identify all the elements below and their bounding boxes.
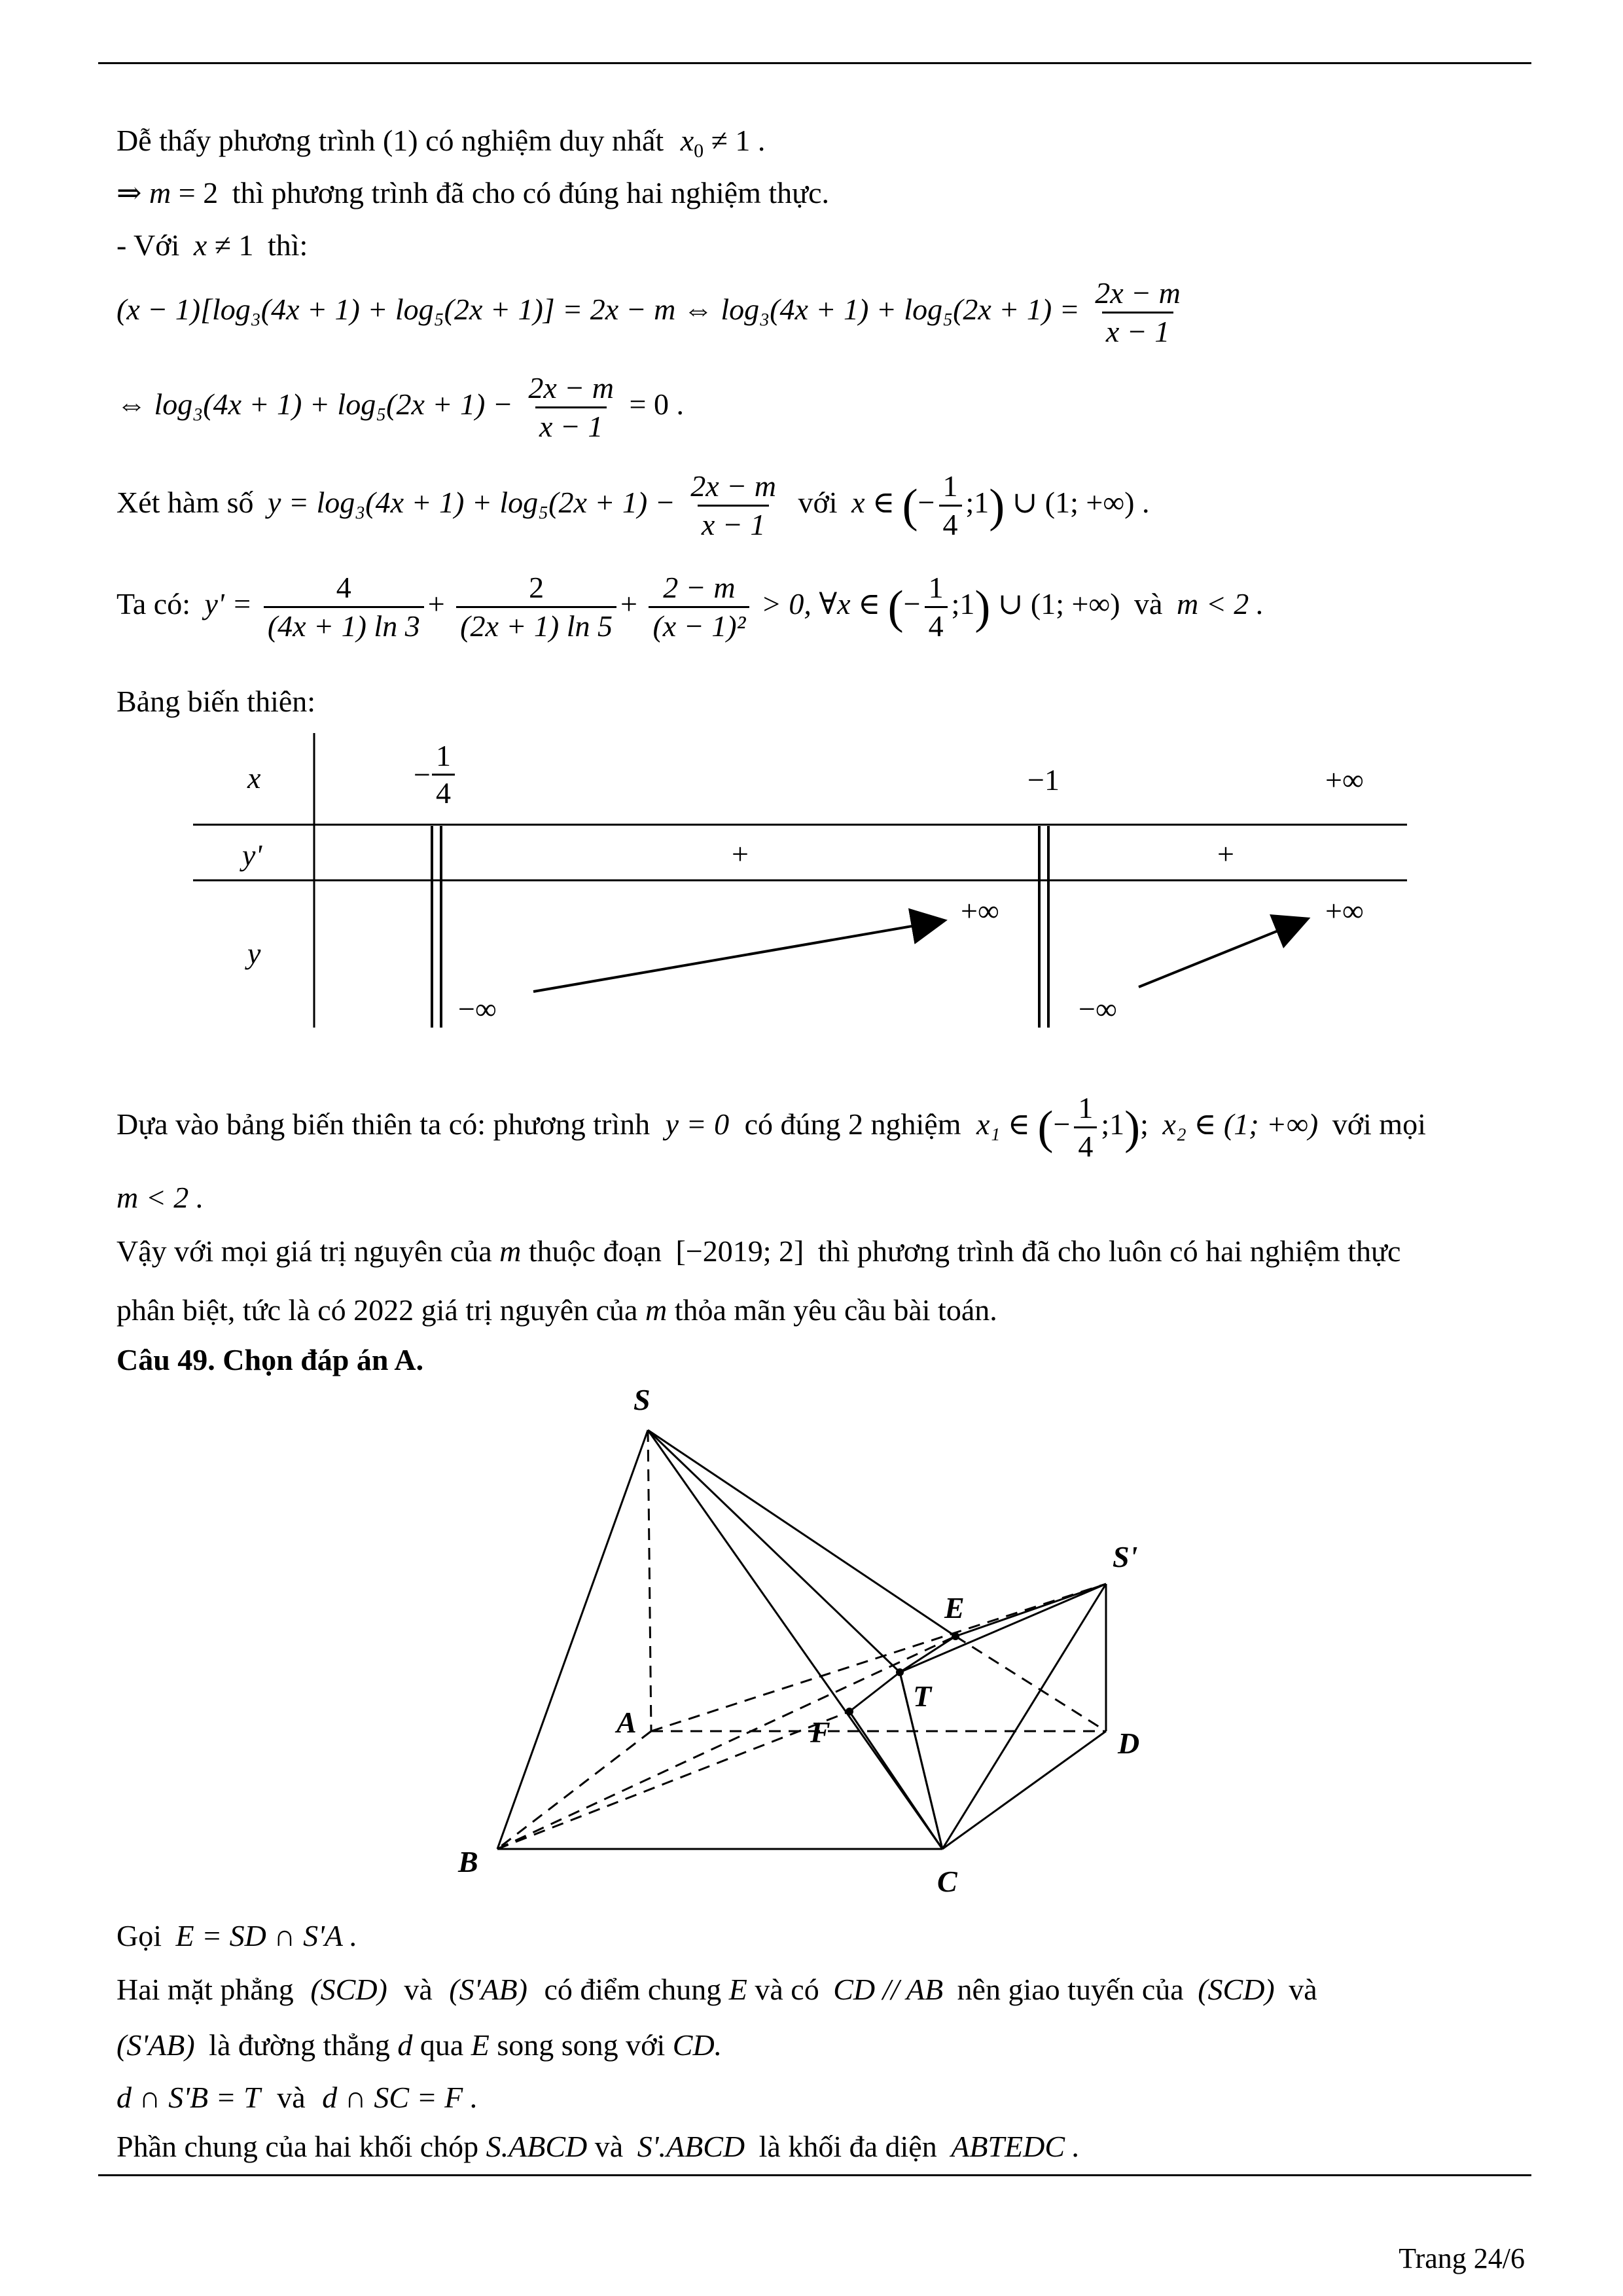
fraction: $\frac{4}{(4x + 1) \ln 3}$ bbox=[264, 569, 424, 645]
text-hai-1: Hai mặt phẳng (SCD) và (S'AB) có điểm chung E và có CD // AB nên giao tuyến của (SCD) và bbox=[116, 1973, 1317, 2006]
label-E: E bbox=[944, 1591, 965, 1624]
footer-rule bbox=[98, 2174, 1531, 2176]
fraction: $\frac{2x - m}{x - 1}$ bbox=[687, 468, 780, 543]
label-S-prime: S' bbox=[1113, 1540, 1138, 1573]
y-plus-inf-1: +∞ bbox=[961, 894, 999, 927]
fraction: $\frac{2}{(2x + 1) \ln 5}$ bbox=[456, 569, 616, 645]
label-B: B bbox=[458, 1845, 478, 1878]
text-goi: Gọi E = SD ∩ S'A . bbox=[116, 1919, 358, 1952]
row-label-x: x bbox=[247, 761, 261, 795]
x-mid-value: −1 bbox=[1027, 763, 1060, 797]
point-T-dot bbox=[896, 1668, 904, 1676]
row-label-y: y bbox=[247, 937, 261, 970]
label-S: S bbox=[633, 1383, 651, 1416]
conclusion-line-3: Vậy với mọi giá trị nguyên của m thuộc đoạn [−2019; 2] thì phương trình đã cho luôn có hai nghiệm thực bbox=[116, 1234, 1401, 1268]
x-right-value: +∞ bbox=[1325, 763, 1364, 797]
point-F-dot bbox=[846, 1708, 853, 1715]
fraction: $\frac{2x - m}{x - 1}$ bbox=[1091, 275, 1185, 350]
text-line-1: Dễ thấy phương trình (1) có nghiệm duy nhất $x_0 \ne 1$ . bbox=[116, 124, 766, 162]
label-D: D bbox=[1118, 1727, 1140, 1760]
sign-plus-2: + bbox=[1217, 837, 1234, 870]
point-E-dot bbox=[952, 1632, 959, 1640]
text-dcap: d ∩ S'B = T và d ∩ SC = F . bbox=[116, 2081, 478, 2114]
conclusion-line-1: Dựa vào bảng biến thiên ta có: phương trình y = 0 có đúng 2 nghiệm x₁ ∈ (− $\frac{1}{4}$ ;1); x₂ ∈ (1; +∞) với mọi bbox=[116, 1090, 1426, 1165]
question-49-heading: Câu 49. Chọn đáp án A. bbox=[116, 1343, 424, 1376]
y-plus-inf-2: +∞ bbox=[1325, 894, 1364, 927]
increasing-arrow-1 bbox=[533, 921, 942, 992]
text-line-3: - Với x ≠ 1 thì: bbox=[116, 228, 308, 262]
text-hai-2: (S'AB) là đường thẳng d qua E song song với CD. bbox=[116, 2028, 722, 2062]
equation-2: ⇔ log₃(4x + 1) + log₅(2x + 1) − $\frac{2x - m}{x - 1}$ = 0 . bbox=[116, 370, 684, 445]
text-phan-chung: Phần chung của hai khối chóp S.ABCD và S'.ABCD là khối đa diện ABTEDC . bbox=[116, 2130, 1080, 2163]
label-T: T bbox=[913, 1679, 932, 1713]
fraction: $\frac{2 - m}{\text{(x − 1)²}}$ bbox=[649, 569, 749, 645]
fraction: $\frac{2x - m}{x - 1}$ bbox=[524, 370, 618, 445]
page-number: Trang 24/6 bbox=[1399, 2242, 1525, 2274]
text-line-2: ⇒ m = 2 thì phương trình đã cho có đúng hai nghiệm thực. bbox=[116, 176, 829, 209]
conclusion-line-2: m < 2 . bbox=[116, 1181, 204, 1214]
y-minus-inf-2: −∞ bbox=[1079, 992, 1117, 1026]
label-A: A bbox=[616, 1706, 637, 1739]
derivative-line: Ta có: y' = $\frac{4}{(4x + 1) \ln 3}$ + $\frac{2}{(2x + 1) \ln 5}$ + $\frac{2 - m}{\text{(x − 1)²}}$ > 0, ∀x ∈ (− $\frac{1}{4}$ ;1) ∪ (1; +∞) và m < 2 . bbox=[116, 569, 1264, 645]
fraction: $\frac{1}{4}$ bbox=[939, 468, 962, 543]
row-label-yprime: y' bbox=[242, 838, 262, 872]
label-F: F bbox=[810, 1715, 830, 1749]
label-C: C bbox=[937, 1865, 957, 1898]
y-minus-inf-1: −∞ bbox=[458, 992, 497, 1026]
variation-table-title: Bảng biến thiên: bbox=[116, 685, 316, 718]
increasing-arrow-2 bbox=[1139, 920, 1306, 987]
sign-plus-1: + bbox=[732, 837, 749, 870]
fraction: $\frac{1}{4}$ bbox=[1074, 1090, 1097, 1165]
fraction: $\frac{1}{4}$ bbox=[925, 569, 948, 645]
conclusion-line-4: phân biệt, tức là có 2022 giá trị nguyên của m thỏa mãn yêu cầu bài toán. bbox=[116, 1293, 997, 1327]
function-definition: Xét hàm số y = log₃(4x + 1) + log₅(2x + 1) − $\frac{2x - m}{x - 1}$ với x ∈ (− $\frac{1}{4}$ ;1) ∪ (1; +∞) . bbox=[116, 468, 1149, 543]
equation-1: (x − 1)[log₃(4x + 1) + log₅(2x + 1)] = 2x − m ⇔ log₃(4x + 1) + log₅(2x + 1) = $\frac{2x - m}{x - 1}$ bbox=[116, 275, 1188, 350]
x-left-value: − $\frac{1}{4}$ bbox=[414, 738, 456, 811]
header-rule bbox=[98, 62, 1531, 64]
